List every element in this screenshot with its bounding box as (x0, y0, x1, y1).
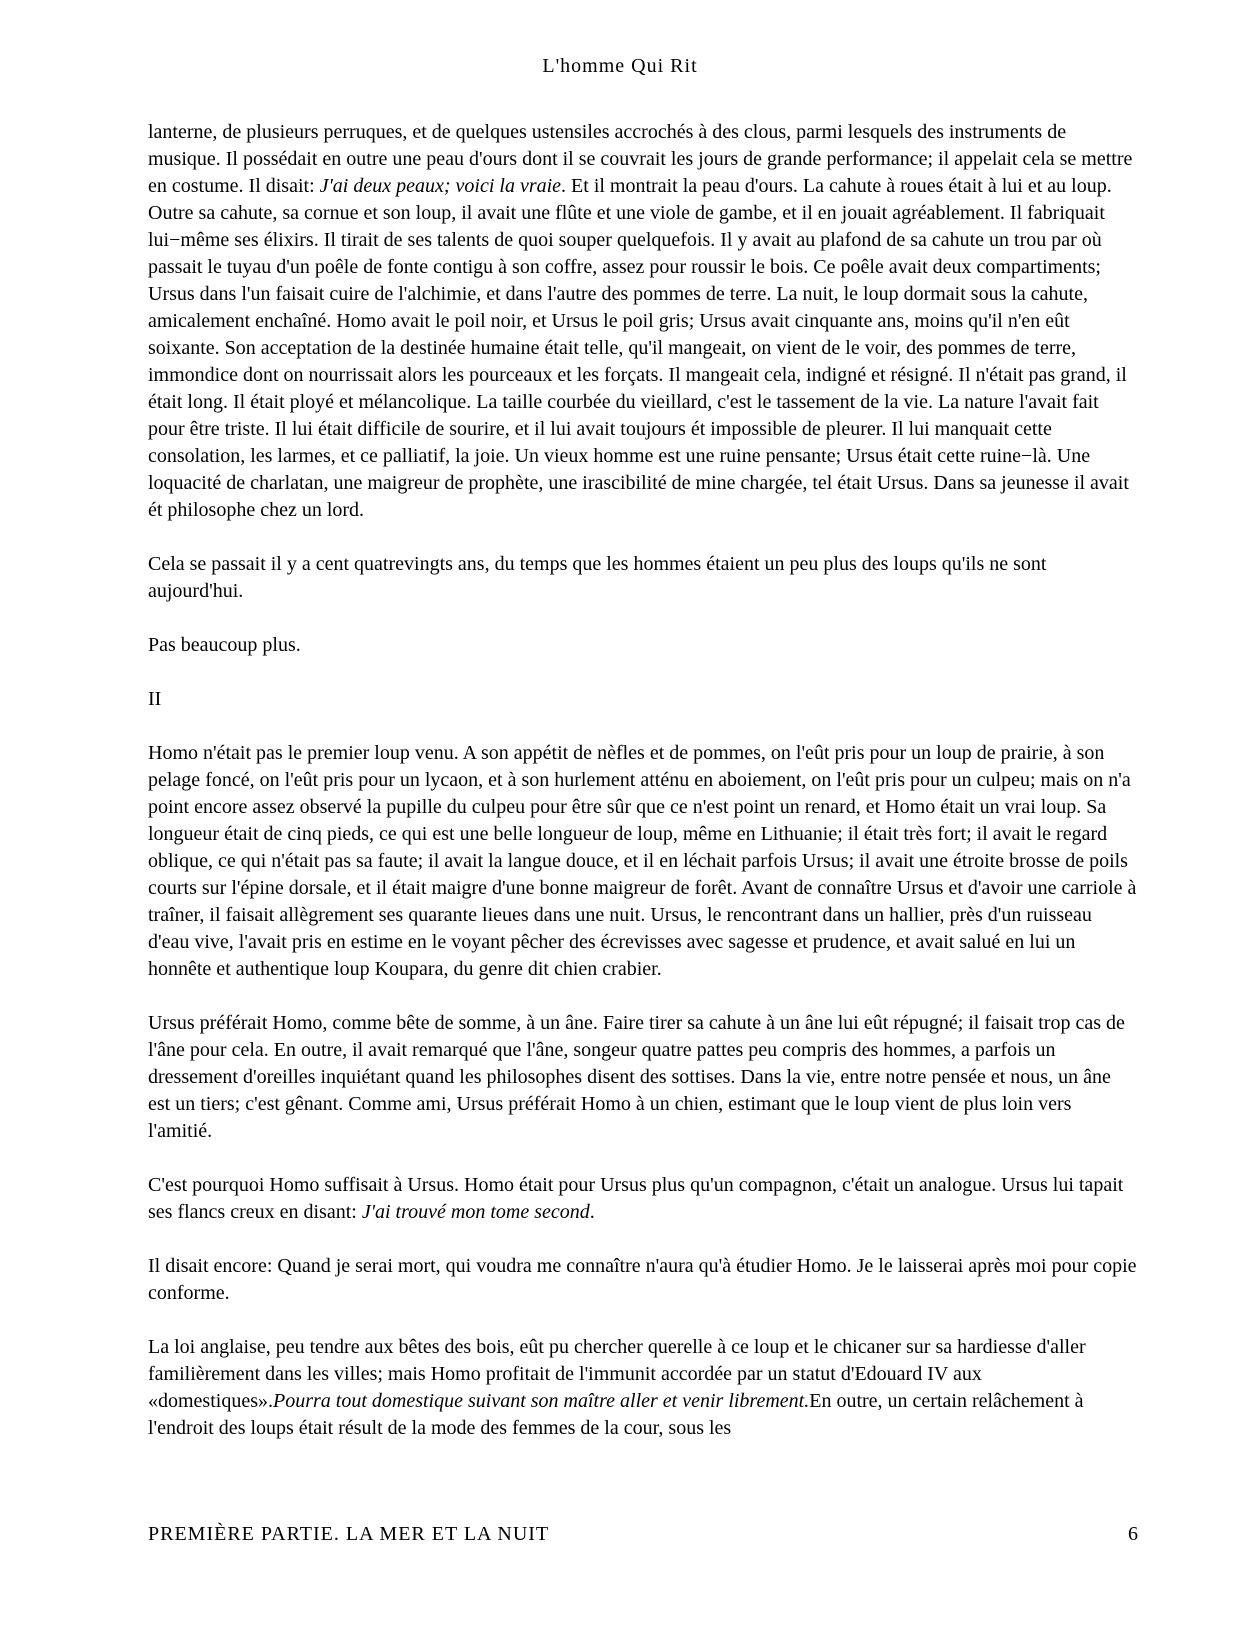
text-run: . (589, 1201, 595, 1223)
text-run: C'est pourquoi Homo suffisait à Ursus. Homo était pour Ursus plus qu'un compagnon, c'était un analogue. Ursus lui tapait ses flancs creux en disant: (148, 1174, 1124, 1223)
paragraph: Pas beaucoup plus. (148, 634, 301, 656)
paragraph (148, 1172, 1138, 1226)
text-run: En outre, un certain relâchement à l'endroit des loups était résult de la mode des femmes de la cour, sous les (148, 1390, 1084, 1439)
page-body (148, 119, 1138, 1442)
text-run: La loi anglaise, peu tendre aux bêtes des bois, eût pu chercher querelle à ce loup et le chicaner sur sa hardiesse d'aller familièrement dans les villes; mais Homo profitait de l'immunit accordée par un statut d'Edouard IV aux «domestiques». (148, 1336, 1086, 1412)
paragraph (148, 119, 1138, 524)
italic-quote: Pourra tout domestique suivant son maître aller et venir librement. (273, 1390, 810, 1412)
page-number: 6 (1128, 1523, 1138, 1545)
text-run: lanterne, de plusieurs perruques, et de quelques ustensiles accrochés à des clous, parmi lesquels des instruments de musique. Il possédait en outre une peau d'ours dont il se couvrait les jours de grande performance; il appelait cela se mettre en costume. Il disait: (148, 121, 1133, 197)
text-run: . Et il montrait la peau d'ours. La cahute à roues était à lui et au loup. Outre sa cahute, sa cornue et son loup, il avait une flûte et une viole de gambe, et il en jouait agréablement. Il fabriquait lui−même ses élixirs. Il tirait de ses talents de quoi souper quelquefois. Il y avait au plafond de sa cahute un trou par où passait le tuyau d'un poêle de fonte contigu à son coffre, assez pour roussir le bois. Ce poêle avait deux compartiments; Ursus dans l'un faisait cuire de l'alchimie, et dans l'autre des pommes de terre. La nuit, le loup dormait sous la cahute, amicalement enchaîné. Homo avait le poil noir, et Ursus le poil gris; Ursus avait cinquante ans, moins qu'il n'en eût soixante. Son acceptation de la destinée humaine était telle, qu'il mangeait, on vient de le voir, des pommes de terre, immondice dont on nourrissait alors les pourceaux et les forçats. Il mangeait cela, indigné et résigné. Il n'était pas grand, il était long. Il était ployé et mélancolique. La taille courbée du vieillard, c'est le tassement de la vie. La nature l'avait fait pour être triste. Il lui était difficile de sourire, et il lui avait toujours ét impossible de pleurer. Il lui manquait cette consolation, les larmes, et ce palliatif, la joie. Un vieux homme est une ruine pensante; Ursus était cette ruine−là. Une loquacité de charlatan, une maigreur de prophète, une irascibilité de mine chargée, tel était Ursus. Dans sa jeunesse il avait ét philosophe chez un lord. (148, 175, 1129, 521)
paragraph: Cela se passait il y a cent quatrevingts ans, du temps que les hommes étaient un peu plus des loups qu'ils ne sont aujourd'hui. (148, 553, 1047, 602)
footer-section-title: PREMIÈRE PARTIE. LA MER ET LA NUIT (148, 1523, 550, 1545)
italic-quote: J'ai deux peaux; voici la vraie (319, 175, 562, 197)
paragraph: Ursus préférait Homo, comme bête de somme, à un âne. Faire tirer sa cahute à un âne lui eût répugné; il faisait trop cas de l'âne pour cela. En outre, il avait remarqué que l'âne, songeur quatre pattes peu compris des hommes, a parfois un dressement d'oreilles inquiétant quand les philosophes disent des sottises. Dans la vie, entre notre pensée et nous, un âne est un tiers; c'est gênant. Comme ami, Ursus préférait Homo à un chien, estimant que le loup vient de plus loin vers l'amitié. (148, 1012, 1125, 1142)
italic-quote: J'ai trouvé mon tome second (361, 1201, 590, 1223)
paragraph (148, 1334, 1138, 1442)
paragraph: Homo n'était pas le premier loup venu. A son appétit de nèfles et de pommes, on l'eût pris pour un loup de prairie, à son pelage foncé, on l'eût pris pour un lycaon, et à son hurlement atténu en aboiement, on l'eût pris pour un culpeu; mais on n'a point encore assez observé la pupille du culpeu pour être sûr que ce n'est point un renard, et Homo était un vrai loup. Sa longueur était de cinq pieds, ce qui est une belle longueur de loup, même en Lithuanie; il était très fort; il avait le regard oblique, ce qui n'était pas sa faute; il avait la langue douce, et il en léchait parfois Ursus; il avait une étroite brosse de poils courts sur l'épine dorsale, et il était maigre d'une bonne maigreur de forêt. Avant de connaître Ursus et d'avoir une carriole à traîner, il faisait allègrement ses quarante lieues dans une nuit. Ursus, le rencontrant dans un hallier, près d'un ruisseau d'eau vive, l'avait pris en estime en le voyant pêcher des écrevisses avec sagesse et prudence, et avait salué en lui un honnête et authentique loup Koupara, du genre dit chien crabier. (148, 742, 1137, 980)
section-number: II (148, 688, 162, 710)
paragraph: Il disait encore: Quand je serai mort, qui voudra me connaître n'aura qu'à étudier Homo. Je le laisserai après moi pour copie conforme. (148, 1255, 1137, 1304)
running-header: L'homme Qui Rit (542, 55, 698, 77)
